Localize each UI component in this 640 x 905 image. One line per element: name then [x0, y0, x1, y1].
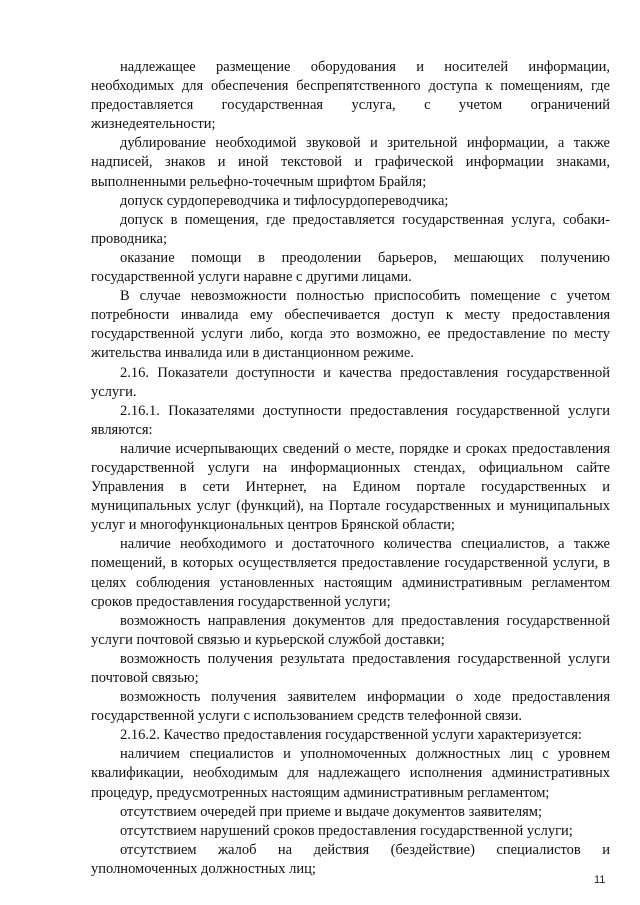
paragraph-4: допуск в помещения, где предоставляется государственная услуга, собаки-проводника;: [91, 211, 610, 247]
page-number: 11: [594, 874, 606, 886]
paragraph-11: возможность направления документов для предоставления государственной услуги почтовой связью и курьерской службой доставки;: [91, 612, 610, 648]
paragraph-9: наличие исчерпывающих сведений о месте, порядке и сроках предоставления государственной услуги на информационных стендах, официальном сайте Управления в сети Интернет, на Едином портале государственных и муниципальных услуг (функций), на Портале государственных и муниципальных услуг и многофункциональных центров Брянской области;: [91, 440, 610, 534]
document-body: [91, 58, 610, 879]
paragraph-10: наличие необходимого и достаточного количества специалистов, а также помещений, в которых осуществляется предоставление государственной услуги, в целях соблюдения установленных настоящим административным регламентом сроков предоставления государственной услуги;: [91, 536, 610, 610]
section-heading-2-16-2: 2.16.2. Качество предоставления государственной услуги характеризуется:: [120, 727, 582, 744]
paragraph-6: В случае невозможности полностью приспособить помещение с учетом потребности инвалида ему обеспечивается доступ к месту предоставления государственной услуги либо, когда это возможно, ее предоставление по месту жительства инвалида или в дистанционном режиме.: [91, 288, 610, 362]
paragraph-13: возможность получения заявителем информации о ходе предоставления государственной услуги с использованием средств телефонной связи.: [91, 689, 610, 725]
section-heading-2-16-1: 2.16.1. Показателями доступности предоставления государственной услуги являются:: [91, 402, 610, 438]
paragraph-5: оказание помощи в преодолении барьеров, мешающих получению государственной услуги наравне с другими лицами.: [91, 249, 610, 286]
paragraph-3: допуск сурдопереводчика и тифлосурдопереводчика;: [120, 192, 449, 209]
section-heading-2-16: 2.16. Показатели доступности и качества предоставления государственной услуги.: [91, 364, 610, 400]
paragraph-12: возможность получения результата предоставления государственной услуги почтовой связью;: [91, 650, 610, 686]
paragraph-17: отсутствием нарушений сроков предоставления государственной услуги;: [120, 822, 573, 839]
paragraph-1: надлежащее размещение оборудования и носителей информации, необходимых для обеспечения беспрепятственного доступа к помещениям, где предоставляется государственная услуга, с учетом ограничений жизнедеятельности;: [91, 59, 610, 133]
paragraph-2: дублирование необходимой звуковой и зрительной информации, а также надписей, знаков и иной текстовой и графической информации знаками, выполненными рельефно-точечным шрифтом Брайля;: [91, 135, 610, 190]
paragraph-15: наличием специалистов и уполномоченных должностных лиц с уровнем квалификации, необходимым для надлежащего исполнения административных процедур, предусмотренных настоящим административным регламентом;: [91, 746, 610, 801]
paragraph-18: отсутствием жалоб на действия (бездействие) специалистов и уполномоченных должностных лиц;: [91, 841, 610, 877]
paragraph-16: отсутствием очередей при приеме и выдаче документов заявителям;: [120, 803, 542, 820]
